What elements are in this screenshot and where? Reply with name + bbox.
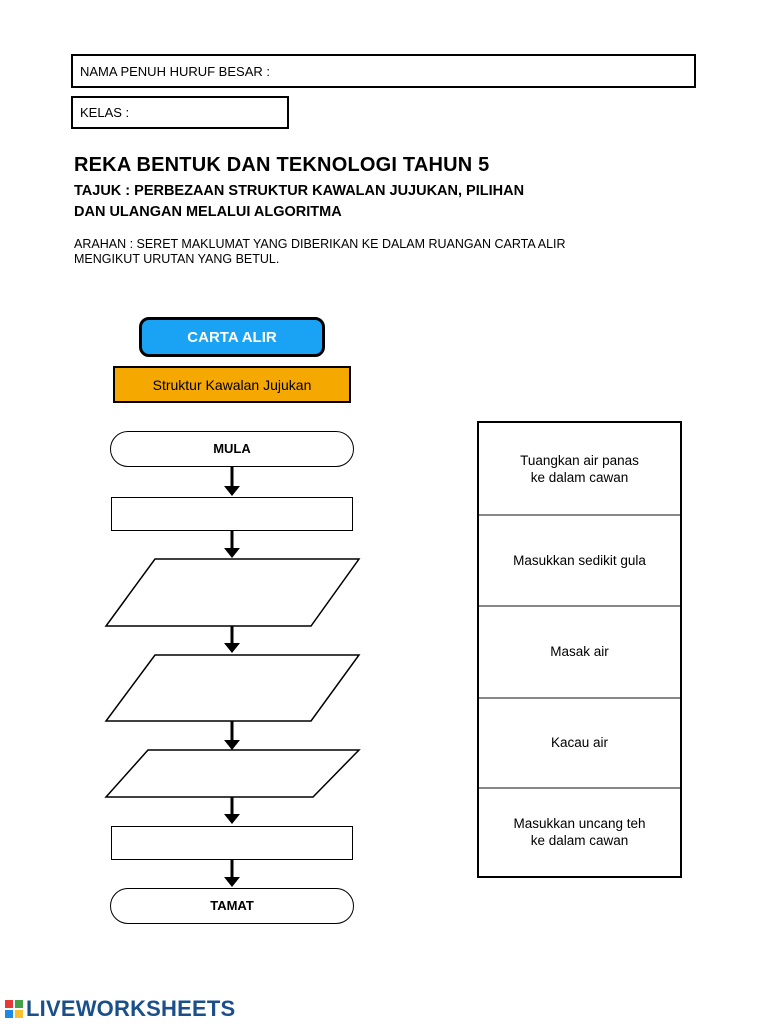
arrowhead-4 — [224, 740, 240, 750]
logo-text: LIVEWORKSHEETS — [26, 996, 236, 1021]
page-title: REKA BENTUK DAN TEKNOLOGI TAHUN 5 — [74, 154, 490, 176]
option-item[interactable]: Masukkan uncang teh ke dalam cawan — [513, 816, 646, 848]
liveworksheets-logo[interactable] — [5, 996, 235, 1022]
instruction-line-1: ARAHAN : SERET MAKLUMAT YANG DIBERIKAN KE DALAM RUANGAN CARTA ALIR — [74, 237, 566, 251]
topic-line-1: TAJUK : PERBEZAAN STRUKTUR KAWALAN JUJUKAN, PILIHAN — [74, 183, 525, 199]
io-dropzone-1 — [106, 559, 359, 626]
process-dropzone-1[interactable] — [111, 497, 353, 531]
full-name-label: NAMA PENUH HURUF BESAR : — [80, 63, 270, 79]
arrowhead-5 — [224, 814, 240, 824]
option-item[interactable]: Masukkan sedikit gula — [513, 552, 646, 568]
instruction-line-2: MENGIKUT URUTAN YANG BETUL. — [74, 252, 280, 266]
option-item[interactable]: Kacau air — [550, 735, 609, 750]
arrowhead-6 — [224, 877, 240, 887]
process-dropzone-2[interactable] — [111, 826, 353, 860]
class-label: KELAS : — [80, 105, 130, 120]
start-terminal: MULA — [110, 431, 354, 467]
option-item[interactable]: Masak air — [550, 644, 609, 659]
option-item[interactable]: Tuangkan air panas ke dalam cawan — [520, 452, 639, 485]
io-dropzone-3 — [106, 750, 359, 797]
logo-grid-icon — [5, 1000, 23, 1018]
structure-label: Struktur Kawalan Jujukan — [113, 366, 351, 403]
arrowhead-3 — [224, 643, 240, 653]
arrowhead-1 — [224, 486, 240, 496]
io-dropzone-2 — [106, 655, 359, 721]
options-panel — [477, 421, 682, 878]
end-terminal: TAMAT — [110, 888, 354, 924]
arrowhead-2 — [224, 548, 240, 558]
carta-alir-button[interactable]: CARTA ALIR — [139, 317, 325, 357]
topic-line-2: DAN ULANGAN MELALUI ALGORITMA — [74, 204, 342, 220]
